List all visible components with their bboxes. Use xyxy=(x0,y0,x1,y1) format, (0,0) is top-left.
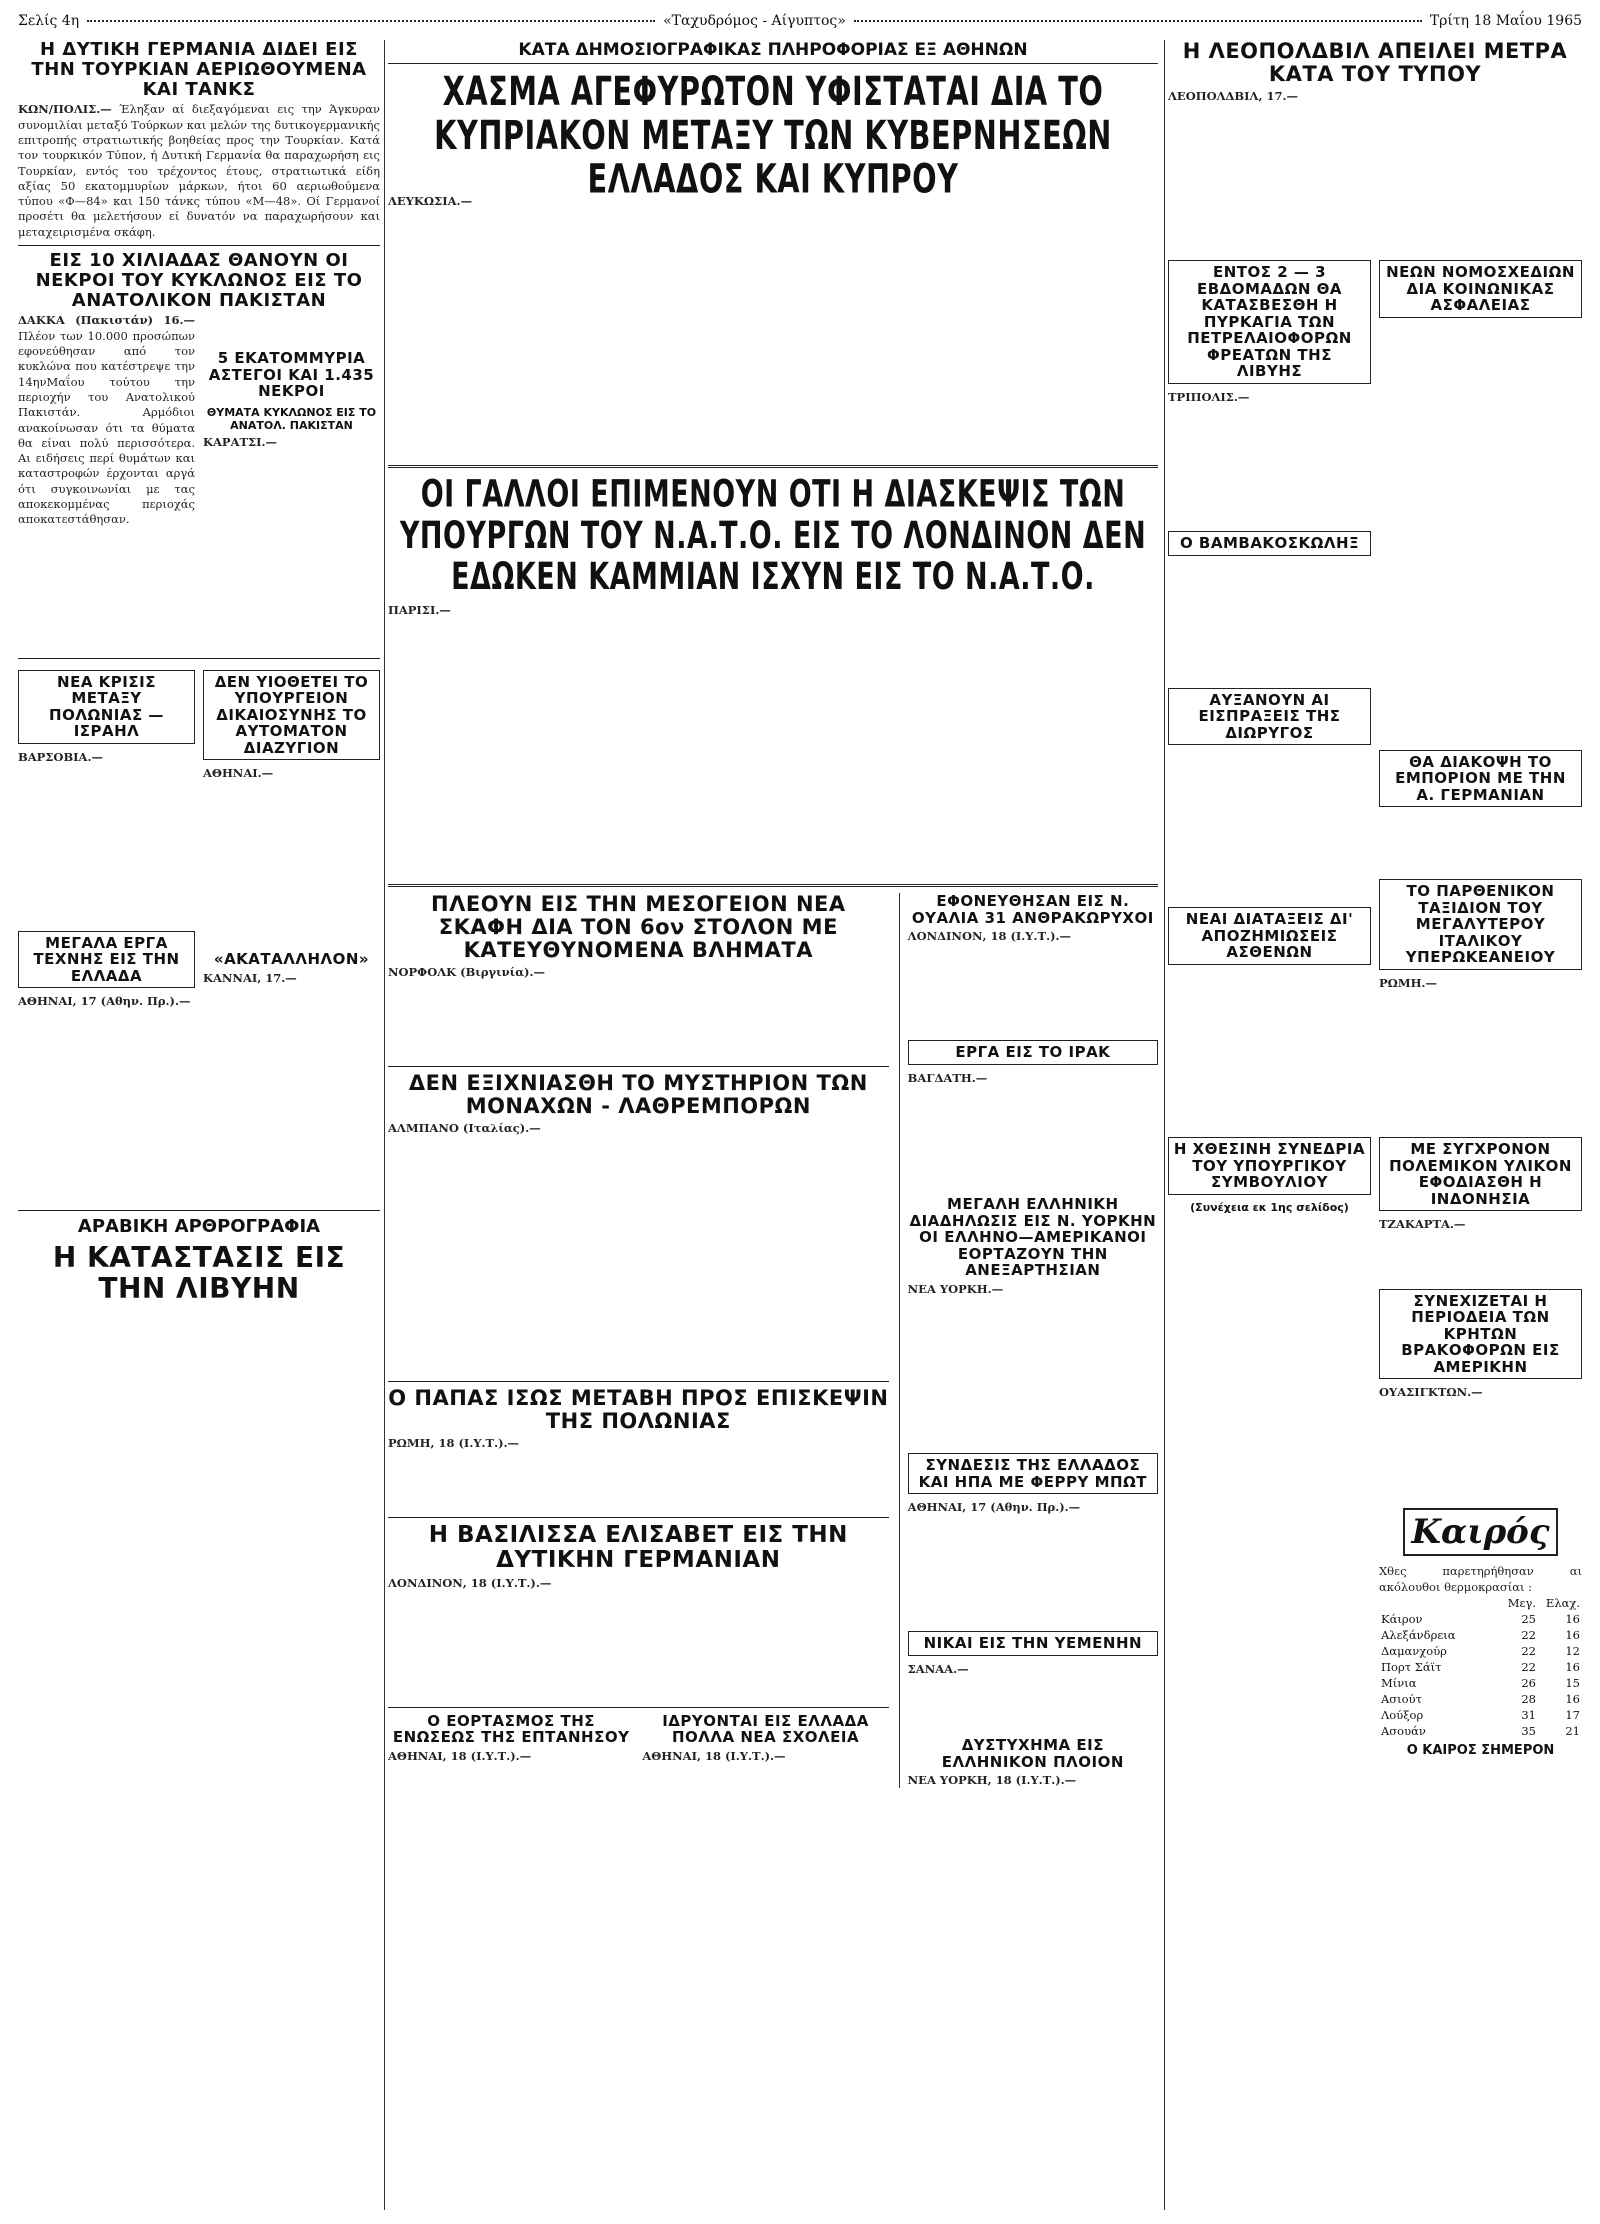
cabinet-meeting-continued: (Συνέχεια εκ 1ης σελίδος) xyxy=(1190,1200,1349,1214)
article-unsuitable-title: «ΑΚΑΤΑΛΛΗΛΟΝ» xyxy=(213,950,370,969)
weather-row: Κάιρον 25 16 xyxy=(1381,1611,1580,1626)
ferry-headline: ΣΥΝΔΕΣΙΣ ΤΗΣ ΕΛΛΑΔΟΣ ΚΑΙ ΗΠΑ ΜΕ ΦΕΡΡΥ ΜΠΩΤ xyxy=(918,1456,1148,1491)
cyclone-box-subtitle: ΘΥΜΑΤΑ ΚΥΚΛΩΝΟΣ ΕΙΣ ΤΟ ΑΝΑΤΟΛ. ΠΑΚΙΣΤΑΝ xyxy=(206,405,377,432)
iraq-headline: ΕΡΓΑ ΕΙΣ ΤΟ ΙΡΑΚ xyxy=(955,1043,1111,1062)
column-rule xyxy=(1164,40,1165,2210)
center-columns xyxy=(388,40,1158,2210)
miners-headline: ΕΦΟΝΕΥΘΗΣΑΝ ΕΙΣ Ν. ΟΥΑΛΙΑ 31 ΑΝΘΡΑΚΩΡΥΧΟΙ xyxy=(911,892,1154,927)
liner-voyage-headline: ΤΟ ΠΑΡΘΕΝΙΚΟΝ ΤΑΞΙΔΙΟΝ ΤΟΥ ΜΕΓΑΛΥΤΕΡΟΥ ΙΤΑΛΙΚΟΥ ΥΠΕΡΩΚΕΑΝΕΙΟΥ xyxy=(1405,882,1556,967)
right-lower-pair xyxy=(1168,1131,1582,1758)
weather-row: Πορτ Σάϊτ 22 16 xyxy=(1381,1659,1580,1674)
sickness-compensation-headline: ΝΕΑΙ ΔΙΑΤΑΞΕΙΣ ΔΙ' ΑΠΟΖΗΜΙΩΣΕΙΣ ΑΣΘΕΝΩΝ xyxy=(1185,910,1354,962)
divider xyxy=(388,465,1158,468)
cyprus-headline: ΧΑΣΜΑ ΑΓΕΦΥΡΩΤΟΝ ΥΦΙΣΤΑΤΑΙ ΔΙΑ ΤΟ ΚΥΠΡΙΑΚΟΝ ΜΕΤΑΞΥ ΤΩΝ ΚΥΒΕΡΝΗΣΕΩΝ ΕΛΛΑΔΟΣ ΚΑΙ ΚΥΠΡΟΥ xyxy=(434,67,1112,203)
weather-row: Δαμανχούρ 22 12 xyxy=(1381,1643,1580,1658)
masthead-rule-left xyxy=(87,20,655,22)
ny-demo-headline: ΜΕΓΑΛΗ ΕΛΛΗΝΙΚΗ ΔΙΑΔΗΛΩΣΙΣ ΕΙΣ Ν. ΥΟΡΚΗΝ ΟΙ ΕΛΛΗΝΟ—ΑΜΕΡΙΚΑΝΟΙ ΕΟΡΤΑΖΟΥΝ ΤΗΝ ΑΝΕΞΑΡΤΗΣΙΑΝ xyxy=(909,1195,1157,1280)
cyclone-box-dateline: ΚΑΡΑΤΣΙ.— xyxy=(203,434,278,449)
social-security-headline: ΝΕΩΝ ΝΟΜΟΣΧΕΔΙΩΝ ΔΙΑ ΚΟΙΝΩΝΙΚΑΣ ΑΣΦΑΛΕΙΑΣ xyxy=(1386,263,1575,315)
weather-row: Λούξορ 31 17 xyxy=(1381,1707,1580,1722)
article-germany-title: Η ΔΥΤΙΚΗ ΓΕΡΜΑΝΙΑ ΔΙΔΕΙ ΕΙΣ ΤΗΝ ΤΟΥΡΚΙΑΝ ΑΕΡΙΩΘΟΥΜΕΝΑ ΚΑΙ ΤΑΝΚΣ xyxy=(31,40,367,100)
weather-logo: Καιρός xyxy=(1379,1508,1582,1556)
leopoldville-headline: Η ΛΕΟΠΟΛΔΒΙΛ ΑΠΕΙΛΕΙ ΜΕΤΡΑ ΚΑΤΑ ΤΟΥ ΤΥΠΟΥ xyxy=(1182,40,1568,87)
ship-accident-dateline: ΝΕΑ ΥΟΡΚΗ, 18 (Ι.Υ.Τ.).— xyxy=(907,1773,1077,1788)
queen-headline: Η ΒΑΣΙΛΙΣΣΑ ΕΛΙΣΑΒΕΤ ΕΙΣ ΤΗΝ ΔΥΤΙΚΗΝ ΓΕΡΜΑΝΙΑΝ xyxy=(428,1521,848,1573)
ferry-dateline: ΑΘΗΝΑΙ, 17 (Αθην. Πρ.).— xyxy=(907,1500,1081,1515)
weather-row: Μίνια 26 15 xyxy=(1381,1675,1580,1690)
cabinet-meeting-headline: Η ΧΘΕΣΙΝΗ ΣΥΝΕΔΡΙΑ ΤΟΥ ΥΠΟΥΡΓΙΚΟΥ ΣΥΜΒΟΥΛΙΟΥ xyxy=(1173,1140,1366,1192)
article-cyclone-title: ΕΙΣ 10 ΧΙΛΙΑΔΑΣ ΘΑΝΟΥΝ ΟΙ ΝΕΚΡΟΙ ΤΟΥ ΚΥΚΛΩΝΟΣ ΕΙΣ ΤΟ ΑΝΑΤΟΛΙΚΟΝ ΠΑΚΙΣΤΑΝ xyxy=(35,250,363,311)
cyclone-box-title: 5 ΕΚΑΤΟΜΜΥΡΙΑ ΑΣΤΕΓΟΙ ΚΑΙ 1.435 ΝΕΚΡΟΙ xyxy=(208,349,375,401)
indonesia-arms-headline: ΜΕ ΣΥΓΧΡΟΝΟΝ ΠΟΛΕΜΙΚΟΝ ΥΛΙΚΟΝ ΕΦΟΔΙΑΣΘΗ Η ΙΝΔΟΝΗΣΙΑ xyxy=(1389,1140,1572,1208)
masthead-rule-right xyxy=(854,20,1422,22)
article-germany-body xyxy=(18,99,380,240)
article-unsuitable-dateline: ΚΑΝΝΑΙ, 17.— xyxy=(203,970,297,985)
divider xyxy=(388,1707,889,1708)
libya-fire-headline: ΕΝΤΟΣ 2 — 3 ΕΒΔΟΜΑΔΩΝ ΘΑ ΚΑΤΑΣΒΕΣΘΗ Η ΠΥΡΚΑΓΙΑ ΤΩΝ ΠΕΤΡΕΛΑΙΟΦΟΡΩΝ ΦΡΕΑΤΩΝ ΤΗΣ ΛΙΒΥΗΣ xyxy=(1187,263,1352,381)
article-poland-dateline: ΒΑΡΣΟΒΙΑ.— xyxy=(18,749,103,764)
ship-accident-headline: ΔΥΣΤΥΧΗΜΑ ΕΙΣ ΕΛΛΗΝΙΚΟΝ ΠΛΟΙΟΝ xyxy=(941,1736,1124,1771)
nato-dateline: ΠΑΡΙΣΙ.— xyxy=(388,602,451,617)
weather-intro: Χθες παρετηρήθησαν αι ακόλουθοι θερμοκρασίαι : xyxy=(1379,1564,1582,1594)
center-bottom-pair xyxy=(388,1713,889,1764)
monks-dateline: ΑΛΜΠΑΝΟ (Ιταλίας).— xyxy=(388,1120,541,1135)
liner-voyage-dateline: ΡΩΜΗ.— xyxy=(1379,975,1437,990)
article-divorce-title: ΔΕΝ ΥΙΟΘΕΤΕΙ ΤΟ ΥΠΟΥΡΓΕΙΟΝ ΔΙΚΑΙΟΣΥΝΗΣ ΤΟ ΑΥΤΟΜΑΤΟΝ ΔΙΑΖΥΓΙΟΝ xyxy=(214,672,369,757)
leopoldville-dateline: ΛΕΟΠΟΛΔΒΙΛ, 17.— xyxy=(1168,89,1298,104)
queen-dateline: ΛΟΝΔΙΝΟΝ, 18 (Ι.Υ.Τ.).— xyxy=(388,1576,552,1591)
divider xyxy=(18,658,380,659)
left-column xyxy=(18,40,380,2210)
center-lower-right xyxy=(899,893,1158,1788)
right-column xyxy=(1168,40,1582,2210)
cretan-tour-headline: ΣΥΝΕΧΙΖΕΤΑΙ Η ΠΕΡΙΟΔΕΙΑ ΤΩΝ ΚΡΗΤΩΝ ΒΡΑΚΟΦΟΡΩΝ ΕΙΣ ΑΜΕΡΙΚΗΝ xyxy=(1401,1291,1560,1376)
issue-date: Τρίτη 18 Μαΐου 1965 xyxy=(1429,13,1583,29)
canal-revenue-headline: ΑΥΞΑΝΟΥΝ ΑΙ ΕΙΣΠΡΑΞΕΙΣ ΤΗΣ ΔΙΩΡΥΓΟΣ xyxy=(1198,690,1341,742)
fleet-headline: ΠΛΕΟΥΝ ΕΙΣ ΤΗΝ ΜΕΣΟΓΕΙΟΝ ΝΕΑ ΣΚΑΦΗ ΔΙΑ ΤΟΝ 6ον ΣΤΟΛΟΝ ΜΕ ΚΑΤΕΥΘΥΝΟΜΕΝΑ ΒΛΗΜΑΤΑ xyxy=(431,892,846,963)
newspaper-page xyxy=(18,8,1582,2214)
pope-dateline: ΡΩΜΗ, 18 (Ι.Υ.Τ.).— xyxy=(388,1436,520,1451)
cretan-tour-dateline: ΟΥΑΣΙΓΚΤΩΝ.— xyxy=(1379,1385,1483,1400)
page-number: Σελίς 4η xyxy=(18,13,80,29)
article-cyclone-body xyxy=(18,310,380,527)
divider xyxy=(388,884,1158,887)
yemen-dateline: ΣΑΝΑΑ.— xyxy=(907,1661,969,1676)
weather-header-row: Μεγ. Ελαχ. xyxy=(1507,1595,1580,1610)
center-lower-left xyxy=(388,893,889,1788)
monks-headline: ΔΕΝ ΕΞΙΧΝΙΑΣΘΗ ΤΟ ΜΥΣΤΗΡΙΟΝ ΤΩΝ ΜΟΝΑΧΩΝ - ΛΑΘΡΕΜΠΟΡΩΝ xyxy=(408,1070,868,1118)
article-poland-title: ΝΕΑ ΚΡΙΣΙΣ ΜΕΤΑΞΥ ΠΟΛΩΝΙΑΣ — ΙΣΡΑΗΛ xyxy=(49,672,164,741)
arab-press-kicker: ΑΡΑΒΙΚΗ ΑΡΘΡΟΓΡΑΦΙΑ xyxy=(77,1215,321,1237)
yemen-headline: ΝΙΚΑΙ ΕΙΣ ΤΗΝ ΥΕΜΕΝΗΝ xyxy=(923,1634,1143,1653)
cyprus-dateline: ΛΕΥΚΩΣΙΑ.— xyxy=(388,193,473,208)
trade-east-germany-headline: ΘΑ ΔΙΑΚΟΨΗ ΤΟ ΕΜΠΟΡΙΟΝ ΜΕ ΤΗΝ Α. ΓΕΡΜΑΝΙΑΝ xyxy=(1395,752,1566,804)
weather-row: Ασιούτ 28 16 xyxy=(1381,1691,1580,1706)
schools-dateline: ΑΘΗΝΑΙ, 18 (Ι.Υ.Τ.).— xyxy=(642,1748,786,1763)
indonesia-arms-dateline: ΤΖΑΚΑΡΤΑ.— xyxy=(1379,1217,1466,1232)
article-art-title: ΜΕΓΑΛΑ ΕΡΓΑ ΤΕΧΝΗΣ ΕΙΣ ΤΗΝ ΕΛΛΑΔΑ xyxy=(33,933,180,985)
ny-demo-dateline: ΝΕΑ ΥΟΡΚΗ.— xyxy=(907,1281,1004,1296)
article-divorce-dateline: ΑΘΗΝΑΙ.— xyxy=(203,766,274,781)
cyprus-kicker: ΚΑΤΑ ΔΗΜΟΣΙΟΓΡΑΦΙΚΑΣ ΠΛΗΡΟΦΟΡΙΑΣ ΕΞ ΑΘΗΝΩΝ xyxy=(388,40,1158,64)
divider xyxy=(18,1210,380,1211)
miners-dateline: ΛΟΝΔΙΝΟΝ, 18 (Ι.Υ.Τ.).— xyxy=(907,929,1072,944)
article-germany-text: ΚΩΝ/ΠΟΛΙΣ.— Έληξαν αί διεξαγόμεναι εις την Άγκυραν συνομιλίαι μεταξύ Τούρκων και μελών της δυτικογερμανικής επιτροπής στρατιωτικής βοηθείας προς την Τουρκίαν. Κατά τον τουρκικόν Τύπον, ή Δυτική Γερμανία θα παραχωρήση εις Τουρκίαν, εντός του τρέχοντος έτους, στρατιωτικά είδη αξίας 50 εκατομμυρίων μάρκων, ήτοι 60 αεριωθούμενα τύπου «Φ—84» και 150 τάνκς τύπου «Μ—48». Οί Γερμανοί προσέτι θα μελετήσουν εί δυνατόν να παραχωρήσουν και μεταχειρισμένα σκάφη. xyxy=(18,102,380,239)
nato-headline: ΟΙ ΓΑΛΛΟΙ ΕΠΙΜΕΝΟΥΝ ΟΤΙ Η ΔΙΑΣΚΕΨΙΣ ΤΩΝ ΥΠΟΥΡΓΩΝ ΤΟΥ Ν.Α.Τ.Ο. ΕΙΣ ΤΟ ΛΟΝΔΙΝΟΝ ΔΕΝ ΕΔΩΚΕΝ ΚΑΜΜΙΑΝ ΙΣΧΥΝ ΕΙΣ ΤΟ Ν.Α.Τ.Ο. xyxy=(399,472,1147,599)
cottonworm-headline: Ο ΒΑΜΒΑΚΟΣΚΩΛΗΞ xyxy=(1179,534,1360,553)
weather-table xyxy=(1379,1595,1582,1739)
schools-headline: ΙΔΡΥΟΝΤΑΙ ΕΙΣ ΕΛΛΑΔΑ ΠΟΛΛΑ ΝΕΑ ΣΧΟΛΕΙΑ xyxy=(662,1711,869,1747)
weather-row: Ασουάν 35 21 xyxy=(1381,1723,1580,1738)
article-art-dateline: ΑΘΗΝΑΙ, 17 (Αθην. Πρ.).— xyxy=(18,994,191,1009)
newspaper-name: «Ταχυδρόμος - Αίγυπτος» xyxy=(663,13,846,29)
divider xyxy=(388,1517,889,1518)
divider xyxy=(388,1066,889,1067)
libya-fire-dateline: ΤΡΙΠΟΛΙΣ.— xyxy=(1168,389,1250,404)
weather-row: Αλεξάνδρεια 22 16 xyxy=(1381,1627,1580,1642)
divider xyxy=(388,1381,889,1382)
feast-headline: Ο ΕΟΡΤΑΣΜΟΣ ΤΗΣ ΕΝΩΣΕΩΣ ΤΗΣ ΕΠΤΑΝΗΣΟΥ xyxy=(392,1711,630,1747)
right-upper-pair xyxy=(1168,254,1582,991)
feast-dateline: ΑΘΗΝΑΙ, 18 (Ι.Υ.Τ.).— xyxy=(388,1748,532,1763)
iraq-dateline: ΒΑΓΔΑΤΗ.— xyxy=(907,1070,988,1085)
masthead xyxy=(18,8,1582,34)
article-libya-title: Η ΚΑΤΑΣΤΑΣΙΣ ΕΙΣ ΤΗΝ ΛΙΒΥΗΝ xyxy=(52,1240,346,1305)
column-rule xyxy=(384,40,385,2210)
weather-forecast-title: Ο ΚΑΙΡΟΣ ΣΗΜΕΡΟΝ xyxy=(1406,1742,1555,1758)
divider xyxy=(18,245,380,246)
center-lower xyxy=(388,893,1158,1788)
fleet-dateline: ΝΟΡΦΟΛΚ (Βιργινία).— xyxy=(388,965,546,980)
pope-headline: Ο ΠΑΠΑΣ ΙΣΩΣ ΜΕΤΑΒΗ ΠΡΟΣ ΕΠΙΣΚΕΨΙΝ ΤΗΣ ΠΟΛΩΝΙΑΣ xyxy=(388,1386,889,1434)
article-cyclone-text: ΔΑΚΚΑ (Πακιστάν) 16.— Πλέον των 10.000 προσώπων εφονεύθησαν από τον κυκλώνα που κατέστρεψε την 14ηνΜαΐου τούτου την περιοχήν του Ανατολικού Πακιστάν. Αρμόδιοι ανακοίνωσαν ότι τα θύματα θα είναι πολύ περισσότερα. Αι ειδήσεις περί θυμάτων και καταστροφών έρχονται αργά ότι συγκοινωνίαι με τας αποκεκομμένας περιοχάς αποκατεστάθησαν. xyxy=(18,313,195,527)
left-lower-block xyxy=(18,664,380,1010)
